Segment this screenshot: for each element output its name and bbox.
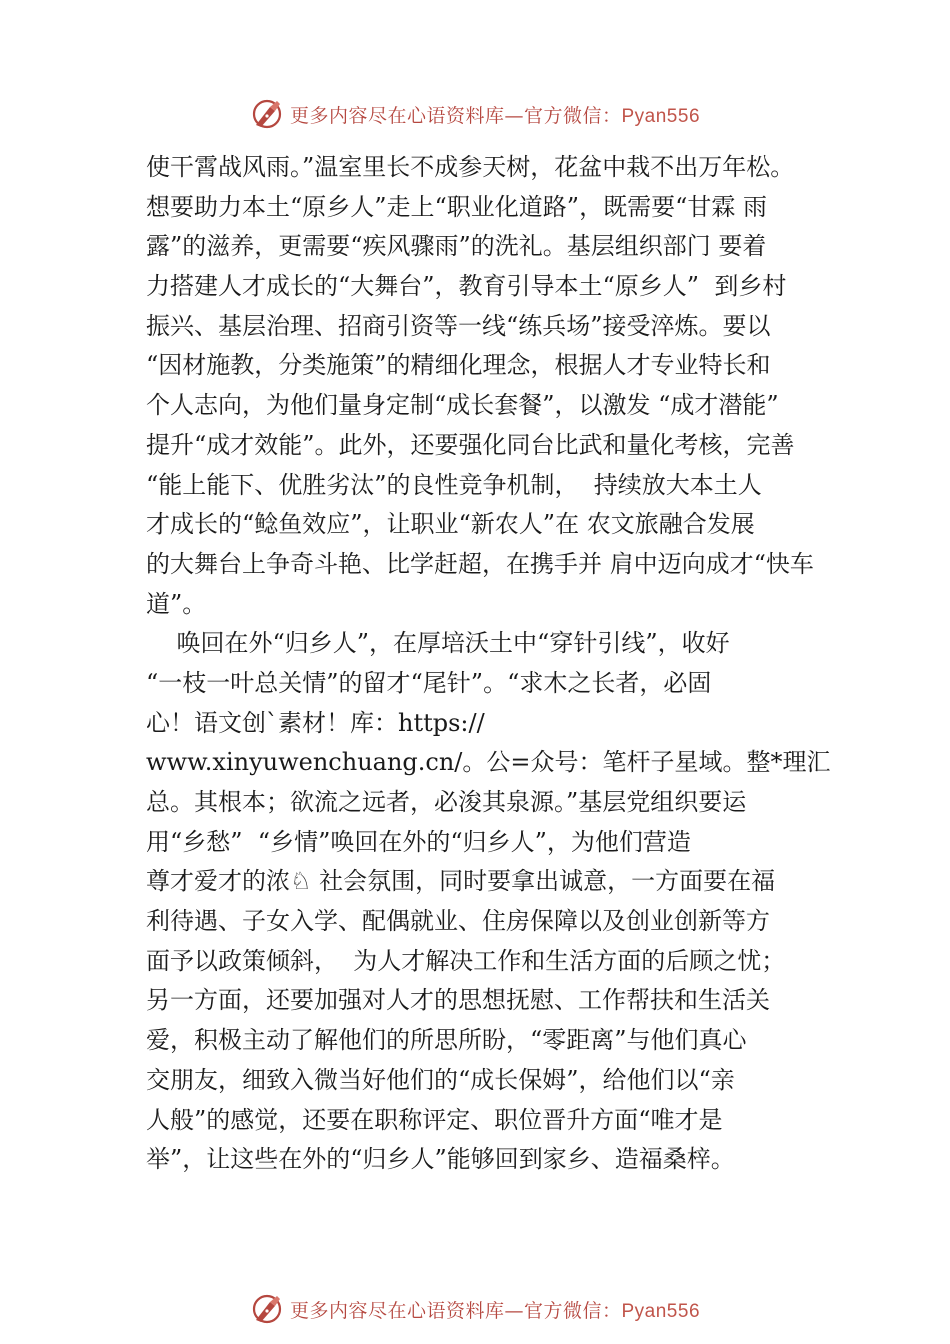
text-line: 心！语文创`素材！库：https://	[146, 708, 485, 737]
text-line: www.xinyuwenchuang.cn/。公=众号：笔杆子星域。整*理汇	[146, 748, 831, 777]
text-line: 露”的滋养，更需要“疾风骤雨”的洗礼。基层组织部门 要着	[146, 232, 767, 261]
wechat-handle: Pyan556	[621, 105, 701, 127]
pen-nib-logo-icon	[250, 97, 284, 131]
text-line: 利待遇、子女入学、配偶就业、住房保障以及创业创新等方	[146, 907, 770, 936]
text-line: “能上能下、优胜劣汰”的良性竞争机制， 持续放大本土人	[146, 470, 762, 499]
text-line: 想要助力本土“原乡人”走上“职业化道路”，既需要“甘霖 雨	[146, 192, 767, 221]
text-line: 道”。	[146, 589, 207, 618]
text-line: “因材施教，分类施策”的精细化理念，根据人才专业特长和	[146, 351, 771, 380]
text-line: 另一方面，还要加强对人才的思想抚慰、工作帮扶和生活关	[146, 986, 770, 1015]
text-line: 才成长的“鲶鱼效应”，让职业“新农人”在 农文旅融合发展	[146, 510, 755, 539]
text-line: 交朋友，细致入微当好他们的“成长保姆”，给他们以“亲	[146, 1065, 735, 1094]
text-line: 面予以政策倾斜， 为人才解决工作和生活方面的后顾之忧；	[146, 946, 786, 975]
pen-nib-logo-icon	[250, 1292, 284, 1326]
footer-banner	[0, 1289, 950, 1329]
text-line: “一枝一叶总关情”的留才“尾针”。“求木之长者，必固	[146, 668, 712, 697]
text-line: 举”，让这些在外的“归乡人”能够回到家乡、造福桑梓。	[146, 1145, 735, 1174]
article-body	[146, 148, 836, 1180]
banner-text: 更多内容尽在心语资料库—官方微信：Pyan556	[289, 1299, 701, 1322]
text-line: 使干霄战风雨。”温室里长不成参天树，花盆中栽不出万年松。	[146, 153, 795, 181]
text-line: 尊才爱才的浓♘ 社会氛围，同时要拿出诚意，一方面要在福	[146, 867, 776, 896]
wechat-handle: Pyan556	[621, 1300, 701, 1322]
header-banner	[0, 94, 950, 134]
banner-text: 更多内容尽在心语资料库—官方微信：Pyan556	[289, 104, 701, 127]
text-line: 唤回在外“归乡人”，在厚培沃土中“穿针引线”，收好	[146, 629, 730, 658]
text-line: 人般”的感觉，还要在职称评定、职位晋升方面“唯才是	[146, 1105, 723, 1134]
text-line: 个人志向，为他们量身定制“成长套餐”，以激发 “成才潜能”	[146, 391, 779, 420]
text-line: 力搭建人才成长的“大舞台”，教育引导本土“原乡人” 到乡村	[146, 272, 787, 301]
text-line: 用“乡愁” “乡情”唤回在外的“归乡人”，为他们营造	[146, 827, 691, 856]
text-line: 爱，积极主动了解他们的所思所盼，“零距离”与他们真心	[146, 1026, 747, 1055]
text-line: 总。其根本；欲流之远者，必浚其泉源。”基层党组织要运	[146, 788, 747, 816]
text-line: 提升“成才效能”。此外，还要强化同台比武和量化考核，完善	[146, 430, 795, 459]
text-line: 的大舞台上争奇斗艳、比学赶超，在携手并 肩中迈向成才“快车	[146, 549, 814, 578]
text-line: 振兴、基层治理、招商引资等一线“练兵场”接受淬炼。要以	[146, 311, 771, 340]
